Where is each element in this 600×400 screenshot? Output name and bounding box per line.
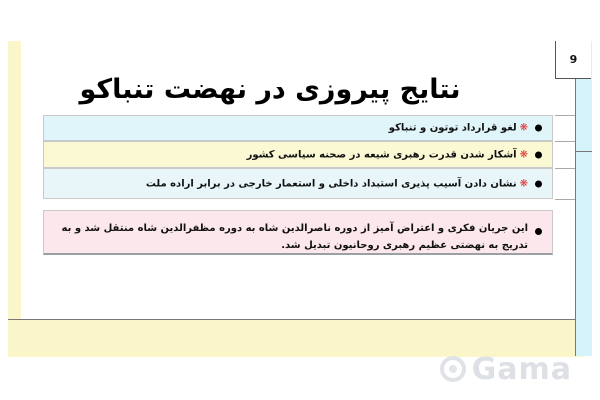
strip-divider xyxy=(555,141,575,142)
strip-divider xyxy=(555,199,575,200)
bullet-icon xyxy=(535,228,542,235)
right-decorative-band xyxy=(575,41,592,356)
star-icon: ❋ xyxy=(519,178,528,189)
star-icon: ❋ xyxy=(519,122,528,134)
strip-divider xyxy=(555,168,575,169)
list-item xyxy=(43,115,553,141)
slide-title: نتایج پیروزی در نهضت تنباکو xyxy=(79,74,461,105)
note-text: این جریان فکری و اعتراض آمیز از دوره ناصرالدین شاه به دوره مظفرالدین شاه منتقل شد و به تدریج به نهضتی عظیم رهبری روحانیون تبدیل شد. xyxy=(61,223,528,251)
watermark xyxy=(432,352,572,386)
list-item-label: لغو قرارداد توتون و تنباکو xyxy=(388,122,517,134)
list-item-text xyxy=(54,123,528,134)
list-item-text xyxy=(54,178,528,189)
right-band-divider xyxy=(576,151,592,152)
bullet-icon xyxy=(535,125,542,132)
gama-logo-icon xyxy=(440,356,466,382)
note-box xyxy=(43,210,553,255)
list-item-label: نشان دادن آسیب پذیری استبداد داخلی و استعمار خارجی در برابر اراده ملت xyxy=(145,178,517,189)
list-item-label: آشکار شدن قدرت رهبری شیعه در صحنه سیاسی کشور xyxy=(246,149,517,160)
page-number: 9 xyxy=(555,41,591,79)
left-decorative-band xyxy=(8,41,22,356)
list-item xyxy=(43,141,553,168)
watermark-text: Gama xyxy=(471,351,572,387)
right-strip xyxy=(555,41,576,319)
list-item xyxy=(43,168,553,199)
bullet-icon xyxy=(535,180,542,187)
star-icon: ❋ xyxy=(519,149,528,160)
list-item-text xyxy=(54,149,528,160)
bullet-icon xyxy=(535,151,542,158)
strip-divider xyxy=(555,115,575,116)
